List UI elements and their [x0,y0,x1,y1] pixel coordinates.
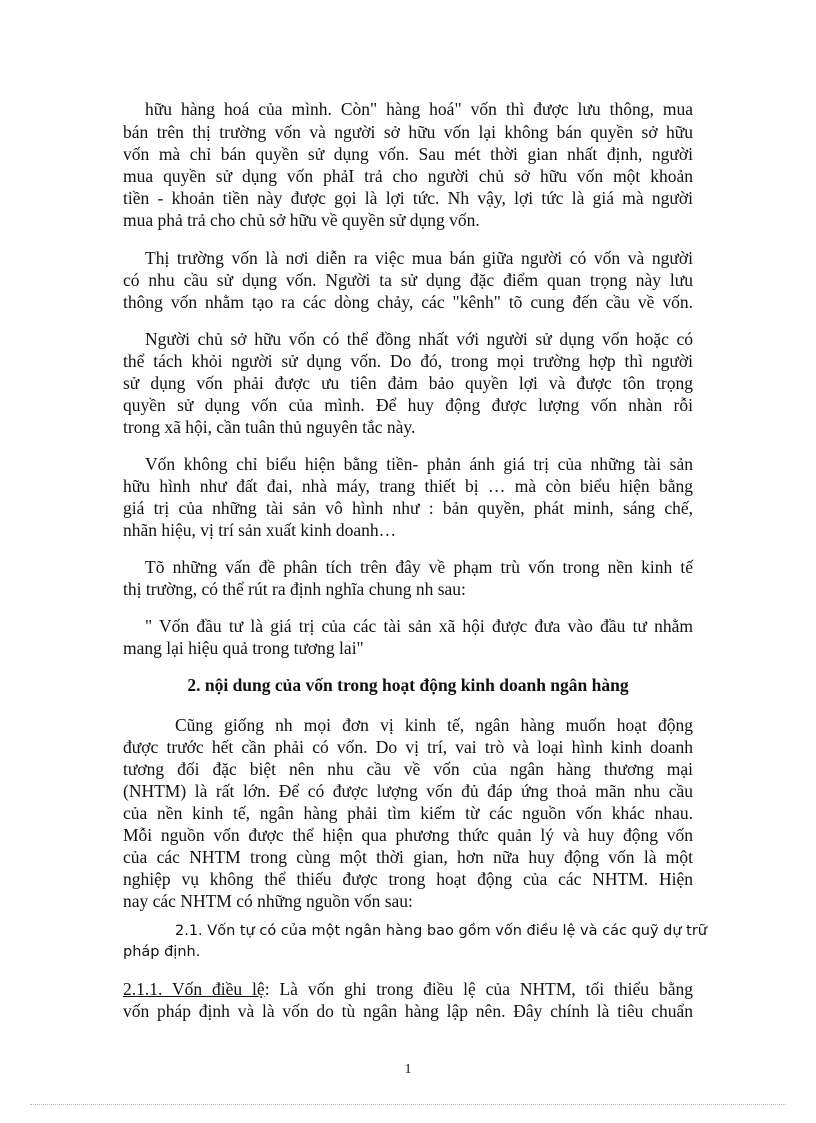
subsection-text: : Là vốn ghi trong điều lệ của NHTM, tối thiểu bằng [264,979,693,999]
text-line: nghiệp vụ không thể thiếu được trong hoạt động của các NHTM. Hiện [123,869,693,889]
text-line: Vốn không chỉ biểu hiện bằng tiền- phản ánh giá trị của những tài sản [145,454,693,474]
text-line: hữu hàng hoá của mình. Còn" hàng hoá" vốn thì được lưu thông, mua [145,99,693,119]
subsection-line [123,978,693,1000]
text-line: Thị trường vốn là nơi diễn ra việc mua bán giữa người có vốn và người [145,248,693,268]
text-line: của nền kinh tế, ngân hàng phải tìm kiếm từ các nguồn vốn khác nhau. [123,803,693,823]
text-line: hữu hình như đất đai, nhà máy, trang thiết bị … mà còn biểu hiện bằng [123,476,693,496]
text-line: mang lại hiệu quả trong tương lai" [123,638,364,658]
text-line: thông vốn nhằm tạo ra các dòng chảy, các "kênh" tõ cung đến cầu về vốn. [123,292,693,312]
text-line: giá trị của những tài sản vô hình như : bản quyền, phát minh, sáng chế, [123,498,693,518]
text-line: Người chủ sở hữu vốn có thể đồng nhất với người sử dụng vốn hoặc có [145,329,693,349]
text-line: trong xã hội, cần tuân thủ nguyên tắc này. [123,417,416,437]
text-line: pháp định. [123,944,201,960]
text-line: của các NHTM trong cùng một thời gian, hơn nữa huy động vốn là một [123,847,693,867]
text-line: mua phả trả cho chủ sở hữu về quyền sử dụng vốn. [123,210,480,230]
text-line: thị trường, có thể rút ra định nghĩa chung nh sau: [123,579,466,599]
text-line: vốn pháp định và là vốn do tù ngân hàng lập nên. Đây chính là tiêu chuẩn [123,1001,693,1021]
text-line: 2.1. Vốn tự có của một ngân hàng bao gồm vốn điều lệ và các quỹ dự trữ [175,923,707,939]
text-line: có nhu cầu sử dụng vốn. Người ta sử dụng đặc điểm quan trọng này lưu [123,270,693,290]
text-line: quyền sử dụng vốn của mình. Để huy động được lượng vốn nhàn rỗi [123,395,693,415]
text-line: tiền - khoản tiền này được gọi là lợi tức. Nh vậy, lợi tức là giá mà người [123,188,693,208]
text-line: tương đối đặc biệt nên nhu cầu về vốn của ngân hàng thương mại [123,759,693,779]
text-line: được trước hết cần phải có vốn. Do vị trí, vai trò và loại hình kinh doanh [123,737,693,757]
page-number: 1 [404,1062,412,1077]
text-line: thể tách khỏi người sử dụng vốn. Do đó, trong mọi trường hợp thì người [123,351,693,371]
text-line: mua quyền sử dụng vốn phảI trả cho người chủ sở hữu vốn một khoản [123,166,693,186]
subsection-title: 2.1.1. Vốn điều lệ [123,979,265,999]
text-line: nay các NHTM có những nguồn vốn sau: [123,891,413,911]
text-line: sử dụng vốn phải được ưu tiên đảm bảo quyền lợi và được tôn trọng [123,373,693,393]
text-line: vốn mà chỉ bán quyền sử dụng vốn. Sau mét thời gian nhất định, người [123,144,693,164]
text-line: Tõ những vấn đề phân tích trên đây về phạm trù vốn trong nền kinh tế [145,557,693,577]
text-line: " Vốn đầu tư là giá trị của các tài sản xã hội được đưa vào đầu tư nhằm [145,616,693,636]
text-line: (NHTM) là rất lớn. Để có được lượng vốn đủ đáp ứng thoả mãn nhu cầu [123,781,693,801]
section-heading: 2. nội dung của vốn trong hoạt động kinh doanh ngân hàng [187,675,629,695]
text-line: Cũng giống nh mọi đơn vị kinh tế, ngân hàng muốn hoạt động [175,715,693,735]
footer-divider [30,1104,786,1105]
text-line: bán trên thị trường vốn và người sở hữu vốn lại không bán quyền sở hữu [123,122,693,142]
text-line: nhãn hiệu, vị trí sản xuất kinh doanh… [123,520,397,540]
text-line: Mỗi nguồn vốn được thể hiện qua phương thức quản lý và huy động vốn [123,825,693,845]
